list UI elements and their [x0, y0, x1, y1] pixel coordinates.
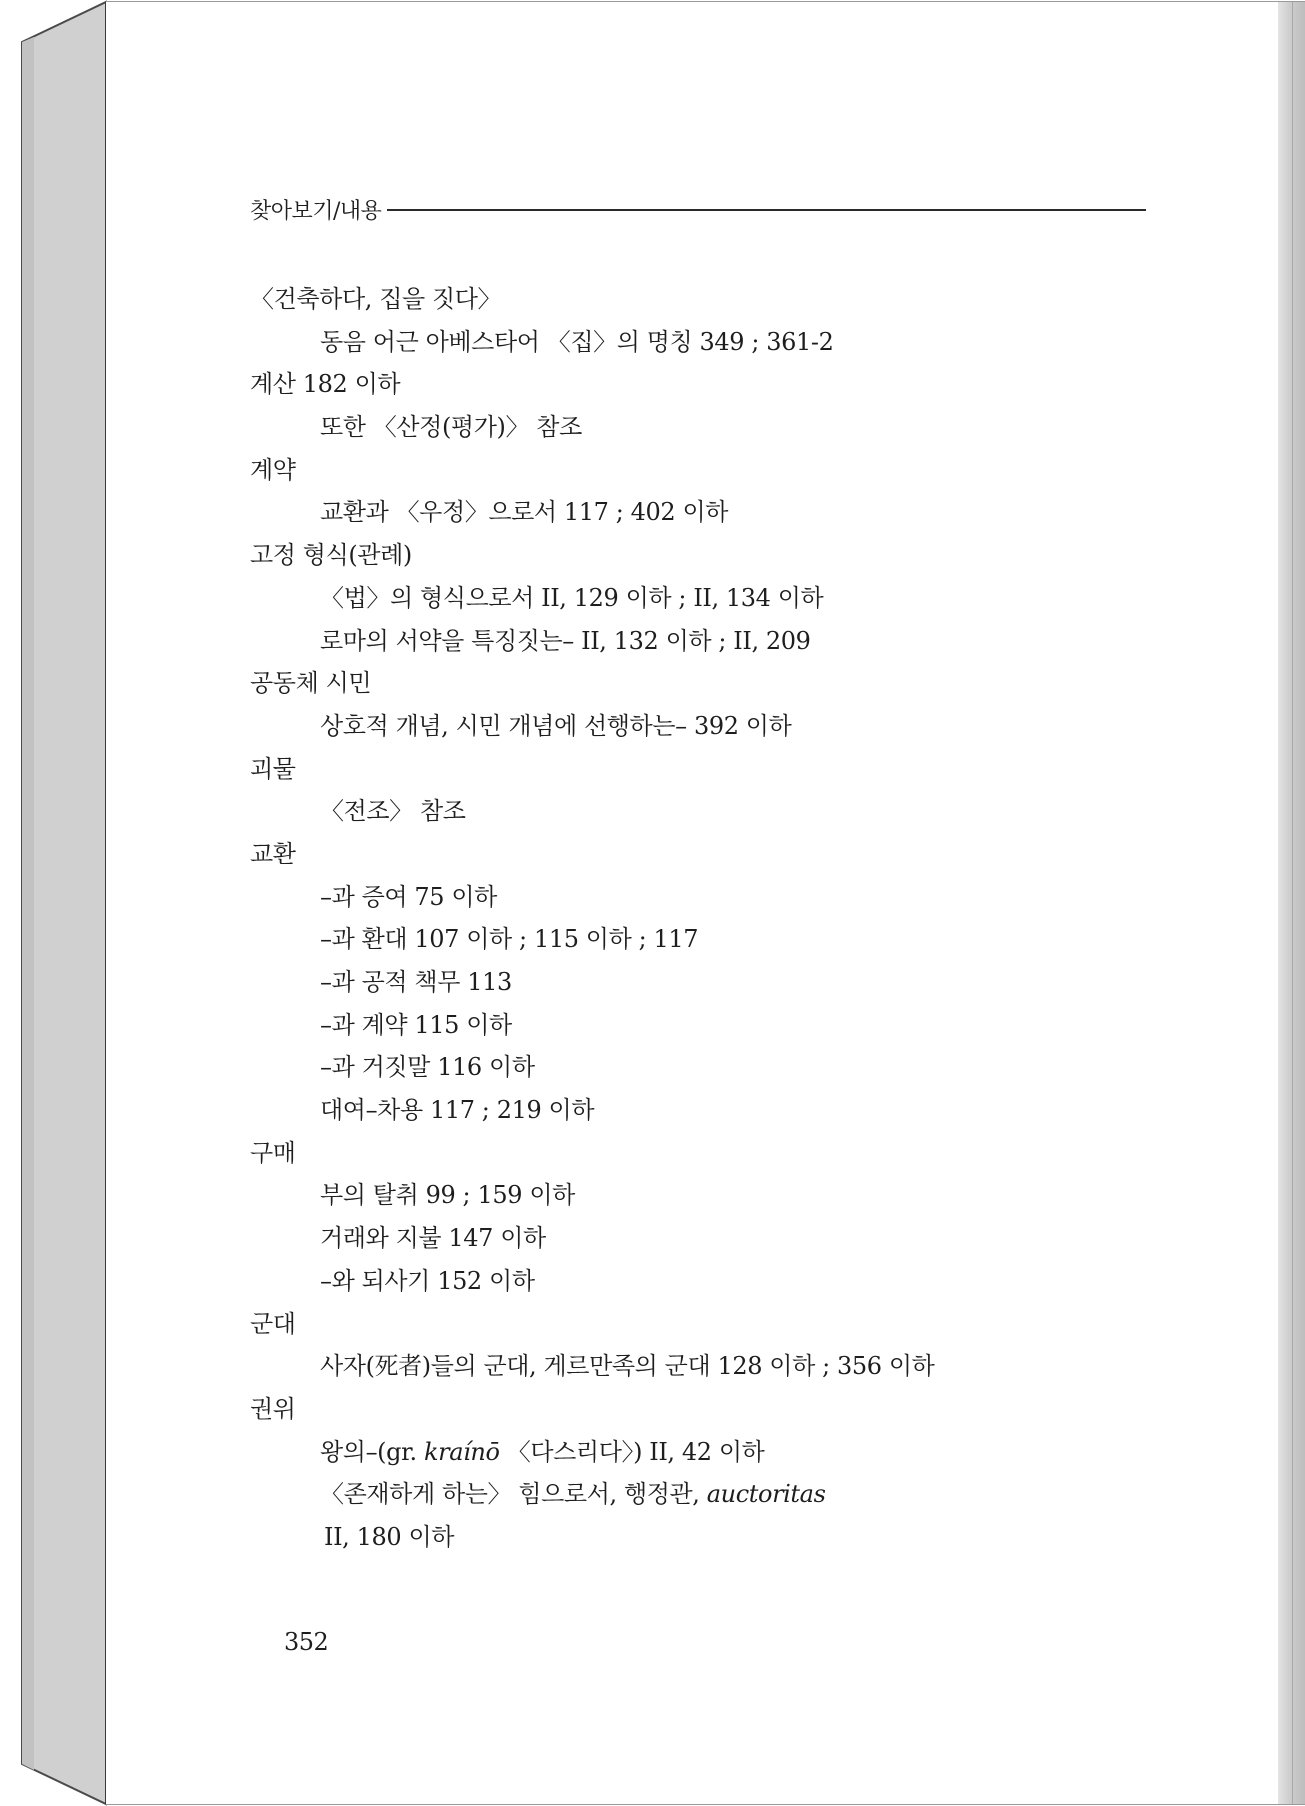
index-subentry — [250, 1431, 1110, 1474]
index-entry: 계산 182 이하 — [250, 370, 401, 399]
index-subentry: 또한 〈산정(평가)〉 참조 — [320, 413, 582, 442]
index-entry: 공동체 시민 — [250, 669, 372, 698]
running-head-rule — [387, 209, 1146, 211]
index-subentry — [250, 1473, 1110, 1516]
index-subentry: 거래와 지불 147 이하 — [320, 1224, 546, 1253]
subentry-text: 왕의–(gr. — [320, 1437, 424, 1466]
index-subentry: 상호적 개념, 시민 개념에 선행하는– 392 이하 — [320, 711, 792, 740]
index-list — [250, 278, 1110, 1559]
index-entry: 고정 형식(관례) — [250, 541, 412, 570]
index-subentry: 대여–차용 117 ; 219 이하 — [320, 1096, 595, 1125]
index-subentry: –과 환대 107 이하 ; 115 이하 ; 117 — [320, 925, 699, 954]
index-subentry: –과 공적 책무 113 — [320, 968, 512, 996]
index-entry: 군대 — [250, 1309, 296, 1338]
index-entry: 교환 — [250, 839, 296, 868]
subentry-text: 〈다스리다〉) II, 42 이하 — [499, 1437, 765, 1466]
index-subentry: 부의 탈취 99 ; 159 이하 — [320, 1181, 575, 1210]
index-entry: 권위 — [250, 1394, 296, 1423]
subentry-italic-term: auctoritas — [706, 1480, 826, 1509]
running-head — [250, 194, 1146, 224]
index-entry: 계약 — [250, 455, 296, 484]
index-subentry: 〈법〉의 형식으로서 II, 129 이하 ; II, 134 이하 — [320, 583, 824, 612]
index-subentry: –와 되사기 152 이하 — [320, 1266, 535, 1295]
index-subentry: –과 증여 75 이하 — [320, 882, 497, 911]
index-subentry: 로마의 서약을 특징짓는– II, 132 이하 ; II, 209 — [320, 626, 811, 655]
index-subentry: 동음 어근 아베스타어 〈집〉의 명칭 349 ; 361-2 — [320, 327, 834, 356]
index-subentry: –과 거짓말 116 이하 — [320, 1053, 535, 1082]
subentry-italic-term: kraínō — [424, 1437, 500, 1466]
index-subentry: –과 계약 115 이하 — [320, 1010, 512, 1039]
index-subentry: 사자(死者)들의 군대, 게르만족의 군대 128 이하 ; 356 이하 — [320, 1352, 935, 1381]
index-entry: 〈건축하다, 집을 짓다〉 — [250, 285, 502, 313]
running-head-title: 찾아보기/내용 — [250, 198, 382, 224]
page-number: 352 — [284, 1628, 329, 1656]
subentry-text: 〈존재하게 하는〉 힘으로서, 행정관, — [320, 1480, 707, 1509]
index-subentry: 〈전조〉 참조 — [320, 797, 466, 826]
book-spine — [22, 2, 106, 1804]
index-subentry: 교환과 〈우정〉으로서 117 ; 402 이하 — [320, 498, 729, 527]
index-subentry-continuation: II, 180 이하 — [324, 1522, 455, 1551]
index-entry: 괴물 — [250, 754, 296, 783]
page-edge-line — [1292, 2, 1293, 1804]
index-entry: 구매 — [250, 1138, 296, 1167]
book-spine-shade — [22, 37, 34, 1770]
